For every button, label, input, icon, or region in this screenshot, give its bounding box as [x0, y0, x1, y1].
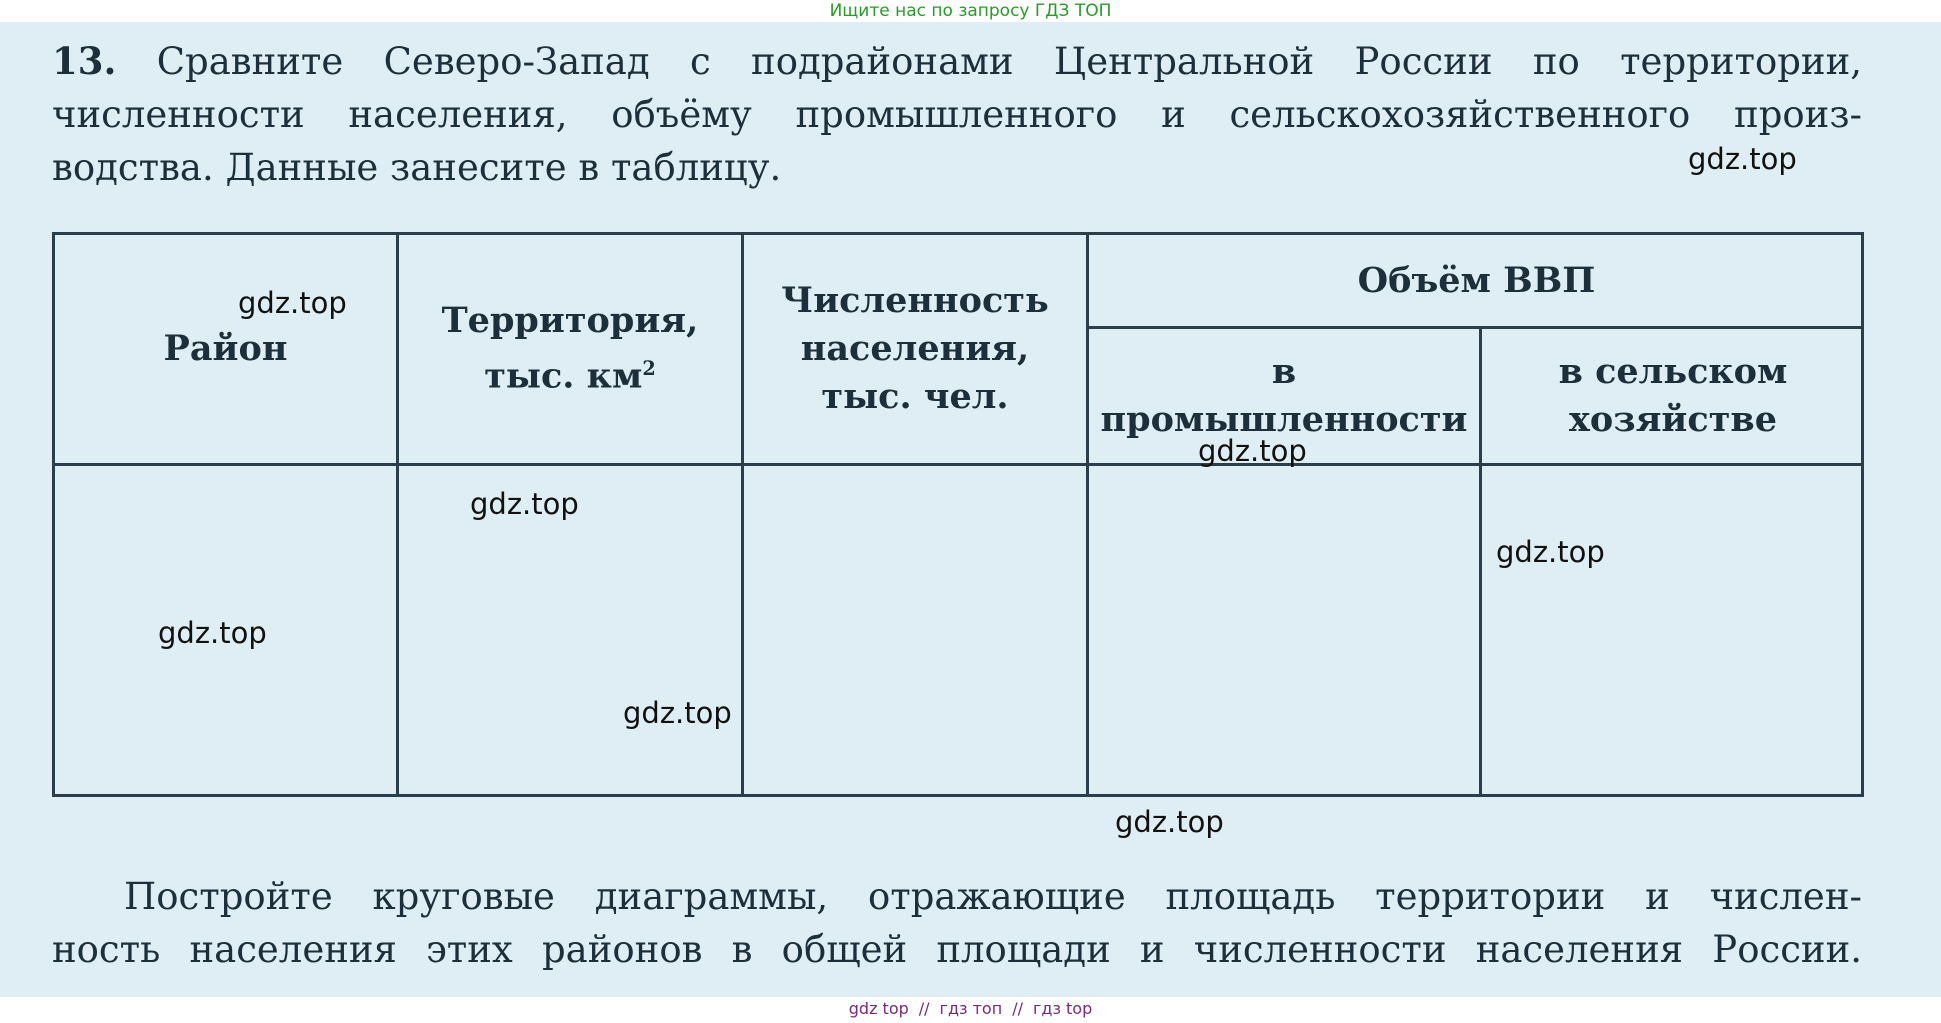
- task-line-2: численности населения, объёму промышленного и сельскохозяйственного произ-: [52, 93, 1862, 136]
- footer-separator: //: [918, 999, 930, 1018]
- top-banner[interactable]: Ищите нас по запросу ГДЗ ТОП: [0, 0, 1941, 22]
- header-region: Район: [163, 328, 288, 369]
- watermark: gdz.top: [158, 616, 267, 650]
- watermark: gdz.top: [238, 286, 347, 320]
- footer-separator: //: [1012, 999, 1023, 1018]
- watermark: gdz.top: [1496, 535, 1605, 569]
- footer-link[interactable]: gdz top: [848, 999, 909, 1018]
- task-line-1: 13. Сравните Северо-Запад с подрайонами Центральной России по территории,: [52, 39, 1862, 83]
- header-agriculture: в сельском хозяйстве: [1558, 351, 1788, 440]
- task-number: 13.: [52, 39, 117, 83]
- task-line-3: водства. Данные занесите в таблицу.: [52, 146, 782, 189]
- header-population: Численность населения, тыс. чел.: [781, 280, 1049, 417]
- watermark: gdz.top: [1115, 805, 1224, 839]
- header-industry: в промышленности: [1100, 351, 1468, 440]
- table-divider: [55, 463, 1861, 466]
- footer-link[interactable]: гдз top: [1032, 999, 1093, 1018]
- footer-links: [0, 996, 1941, 1022]
- footer-link[interactable]: гдз топ: [939, 999, 1003, 1018]
- header-gdp: Объём ВВП: [1357, 259, 1596, 301]
- watermark: gdz.top: [1198, 434, 1307, 468]
- footer-task-line-1: Постройте круговые диаграммы, отражающие площадь территории и числен-: [124, 875, 1862, 918]
- watermark: gdz.top: [1688, 142, 1797, 176]
- footer-task-line-2: ность населения этих районов в общей площади и численности населения России.: [52, 928, 1862, 971]
- watermark: gdz.top: [623, 696, 732, 730]
- footer-task-text: [52, 870, 1862, 976]
- task-text: [52, 35, 1862, 194]
- header-territory: Территория, тыс. $км^2$: [441, 300, 699, 397]
- watermark: gdz.top: [470, 487, 579, 521]
